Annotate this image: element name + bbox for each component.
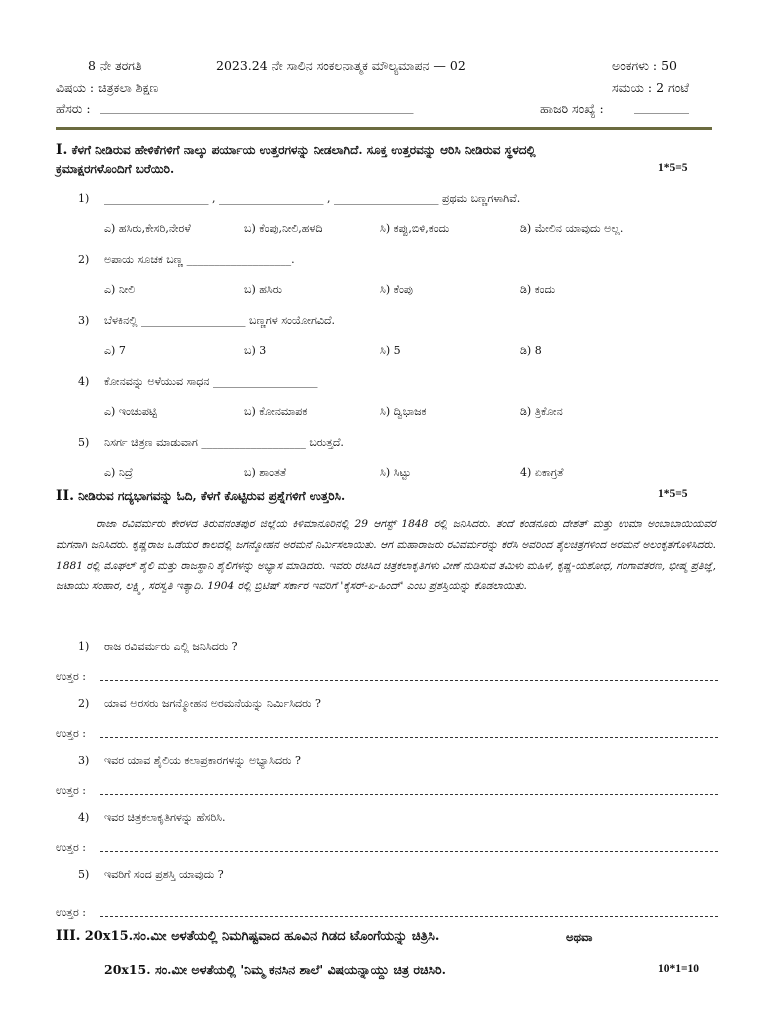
section-2-heading bbox=[56, 488, 345, 504]
mcq-3-option-a: ಎ) 7 bbox=[104, 344, 126, 357]
mcq-4-option-a: ಎ) ಇಂಚುಪಟ್ಟಿ bbox=[104, 405, 157, 418]
section-1-title-cont: ಕ್ರಮಾಕ್ಷರಗಳೊಂದಿಗೆ ಬರೆಯಿರಿ. bbox=[56, 162, 175, 176]
total-marks: ಅಂಕಗಳು : 50 bbox=[612, 58, 677, 73]
answer-line-3[interactable] bbox=[100, 786, 718, 795]
section-1-title: ಕೆಳಗೆ ನೀಡಿರುವ ಹೇಳಿಕೆಗಳಿಗೆ ನಾಲ್ಕು ಪರ್ಯಾಯ ಉತ್ತರಗಳನ್ನು ನೀಡಲಾಗಿದೆ. ಸೂಕ್ತ ಉತ್ತರವನ್ನು ಆರಿಸಿ ನೀಡಿರುವ ಸ್ಥಳದಲ್ಲಿ bbox=[71, 143, 536, 157]
mcq-4-option-b: ಬ) ಕೋನಮಾಪಕ bbox=[244, 405, 308, 418]
comprehension-q1-text: ರಾಜ ರವಿವರ್ಮರು ಎಲ್ಲಿ ಜನಿಸಿದರು ? bbox=[104, 640, 238, 653]
mcq-2-option-d: ಡಿ) ಕಂದು bbox=[520, 283, 556, 296]
name-field[interactable]: _________________________________________________________ bbox=[100, 101, 414, 114]
section-2-title: ನೀಡಿರುವ ಗದ್ಯಭಾಗವನ್ನು ಓದಿ, ಕೆಳಗೆ ಕೊಟ್ಟಿರುವ ಪ್ರಶ್ನೆಗಳಿಗೆ ಉತ್ತರಿಸಿ. bbox=[78, 489, 346, 503]
mcq-2-option-c: ಸಿ) ಕೆಂಪು bbox=[380, 283, 413, 296]
comprehension-q4-number: 4) bbox=[78, 811, 90, 824]
mcq-4-text: ಕೋನವನ್ನು ಅಳೆಯುವ ಸಾಧನ ___________________ bbox=[104, 375, 318, 388]
mcq-1-number: 1) bbox=[78, 192, 90, 205]
comprehension-q3-text: ಇವರ ಯಾವ ಶೈಲಿಯ ಕಲಾಪ್ರಕಾರಗಳನ್ನು ಅಭ್ಯಾಸಿದರು ? bbox=[104, 754, 301, 767]
section-3-option-2: 20x15. ಸಂ.ಮೀ ಅಳತೆಯಲ್ಲಿ 'ನಿಮ್ಮ ಕನಸಿನ ಶಾಲೆ' ವಿಷಯನ್ನಾಯ್ದು ಚಿತ್ರ ರಚಿಸಿರಿ. bbox=[104, 962, 446, 977]
mcq-1-option-a: ಎ) ಹಸಿರು,ಕೇಸರಿ,ನೇರಳೆ bbox=[104, 222, 191, 235]
register-number-label: ಹಾಜರಿ ಸಂಖ್ಯೆ : bbox=[540, 101, 604, 116]
register-number-field[interactable]: __________ bbox=[634, 101, 689, 114]
mcq-5-option-c: ಸಿ) ಸಿಟ್ಟು bbox=[380, 466, 411, 479]
answer-line-1[interactable] bbox=[100, 672, 718, 681]
section-3-option-1: 20x15.ಸಂ.ಮೀ ಅಳತೆಯಲ್ಲಿ ನಿಮಗಿಷ್ಟವಾದ ಹೂವಿನ ಗಿಡದ ಟೊಂಗೆಯನ್ನು ಚಿತ್ರಿಸಿ. bbox=[84, 929, 440, 944]
subject-label: ವಿಷಯ : ಚಿತ್ರಕಲಾ ಶಿಕ್ಷಣ bbox=[56, 80, 159, 95]
mcq-1-text: ___________________ , ___________________ , ___________________ ಪ್ರಥಮ ಬಣ್ಣಗಳಾಗಿವೆ. bbox=[104, 192, 521, 205]
mcq-1-option-b: ಬ) ಕೆಂಪು,ನೀಲಿ,ಹಳದಿ bbox=[244, 222, 323, 235]
section-3-marks: 10*1=10 bbox=[658, 963, 700, 975]
mcq-2-text: ಅಪಾಯ ಸೂಚಕ ಬಣ್ಣ ___________________. bbox=[104, 253, 295, 266]
answer-line-2[interactable] bbox=[100, 729, 718, 738]
section-3-numeral: III. bbox=[56, 928, 81, 944]
mcq-5-option-d: 4) ಏಕಾಗ್ರತೆ bbox=[520, 466, 564, 479]
mcq-3-number: 3) bbox=[78, 314, 90, 327]
section-1-heading bbox=[56, 142, 536, 158]
mcq-2-option-a: ಎ) ನೀಲಿ bbox=[104, 283, 136, 296]
mcq-2-number: 2) bbox=[78, 253, 90, 266]
comprehension-q4-text: ಇವರ ಚಿತ್ರಕಲಾಕೃತಿಗಳನ್ನು ಹೆಸರಿಸಿ. bbox=[104, 811, 226, 824]
mcq-5-option-a: ಎ) ನಿದ್ರೆ bbox=[104, 466, 133, 479]
mcq-5-option-b: ಬ) ಶಾಂತತೆ bbox=[244, 466, 287, 479]
comprehension-q2-number: 2) bbox=[78, 697, 90, 710]
section-1-marks: 1*5=5 bbox=[658, 162, 688, 174]
mcq-5-text: ನಿಸರ್ಗ ಚಿತ್ರಣ ಮಾಡುವಾಗ ___________________ ಬರುತ್ತದೆ. bbox=[104, 436, 344, 449]
comprehension-q5-number: 5) bbox=[78, 868, 90, 881]
section-1-numeral: I. bbox=[56, 142, 68, 158]
or-label: ಅಥವಾ bbox=[566, 930, 593, 944]
section-2-numeral: II. bbox=[56, 488, 74, 504]
name-label: ಹೆಸರು : bbox=[56, 101, 91, 116]
mcq-2-option-b: ಬ) ಹಸಿರು bbox=[244, 283, 283, 296]
section-3-heading bbox=[56, 928, 439, 944]
mcq-3-text: ಬೆಳಕಿನಲ್ಲಿ ___________________ ಬಣ್ಣಗಳ ಸಂಯೋಗವಿದೆ. bbox=[104, 314, 336, 327]
answer-label-2: ಉತ್ತರ : bbox=[56, 727, 86, 740]
answer-label-1: ಉತ್ತರ : bbox=[56, 670, 86, 683]
header-divider bbox=[56, 127, 712, 130]
class-label: 8 ನೇ ತರಗತಿ bbox=[88, 58, 142, 73]
mcq-4-option-c: ಸಿ) ದ್ವಿಭಾಜಕ bbox=[380, 405, 427, 418]
reading-passage: ರಾಜಾ ರವಿವರ್ಮರು ಕೇರಳದ ತಿರುವನಂತಪುರ ಜಿಲ್ಲೆಯ ಕಿಳಿಮಾನೂರಿನಲ್ಲಿ 29 ಆಗಸ್ಟ್ 1848 ರಲ್ಲಿ ಜನಿಸಿದರು. ತಂದೆ ಕಂಡನೂರು ದೇಶತ್ ಮತ್ತು ಉಮಾ ಅಂಬಾಬಾಯಿಯವರ ಮಗನಾಗಿ ಜನಿಸಿದರು. ಕೃಷ್ಣರಾಜ ಒಡೆಯರ ಕಾಲದಲ್ಲಿ ಜಗನ್ಮೋಹನ ಅರಮನೆ ನಿರ್ಮಿಸಲಾಯಿತು. ಆಗ ಮಹಾರಾಜರು ರವಿವರ್ಮರನ್ನು ಕರೆಸಿ ಅವರಿಂದ ತೈಲಚಿತ್ರಗಳಿಂದ ಅರಮನೆ ಅಲಂಕೃತಗೊಳಿಸಿದರು. 1881 ರಲ್ಲಿ ಮೊಘಲ್ ಶೈಲಿ ಮತ್ತು ರಾಜಸ್ಥಾನಿ ಶೈಲಿಗಳನ್ನು ಅಭ್ಯಾಸ ಮಾಡಿದರು. ಇವರು ರಚಿಸಿದ ಚಿತ್ರಕಲಾಕೃತಿಗಳು ವೀಣೆ ನುಡಿಸುವ ತಮಿಳು ಮಹಿಳೆ, ಕೃಷ್ಣ-ಯಶೋಧ, ಗಂಗಾವತರಣ, ಭೀಷ್ಮ ಪ್ರತಿಜ್ಞೆ, ಜಟಾಯು ಸಂಹಾರ, ಲಕ್ಷ್ಮಿ, ಸರಸ್ವತಿ ಇತ್ಯಾದಿ. 1904 ರಲ್ಲಿ ಬ್ರಿಟಿಷ್ ಸರ್ಕಾರ ಇವರಿಗೆ 'ಕೈಸರ್-ಏ-ಹಿಂದ್' ಎಂಬ ಪ್ರಶಸ್ತಿಯನ್ನು ಕೊಡಲಾಯಿತು. bbox=[56, 518, 716, 593]
answer-label-4: ಉತ್ತರ : bbox=[56, 841, 86, 854]
mcq-4-option-d: ಡಿ) ತ್ರಿಕೋನ bbox=[520, 405, 563, 418]
mcq-5-number: 5) bbox=[78, 436, 90, 449]
comprehension-q3-number: 3) bbox=[78, 754, 90, 767]
mcq-3-option-b: ಬ) 3 bbox=[244, 344, 267, 357]
answer-line-4[interactable] bbox=[100, 843, 718, 852]
mcq-1-option-c: ಸಿ) ಕಪ್ಪು,ಬಿಳಿ,ಕಂದು bbox=[380, 222, 450, 235]
section-2-marks: 1*5=5 bbox=[658, 488, 688, 500]
answer-line-5[interactable] bbox=[100, 908, 718, 917]
answer-label-3: ಉತ್ತರ : bbox=[56, 784, 86, 797]
mcq-3-option-c: ಸಿ) 5 bbox=[380, 344, 401, 357]
mcq-3-option-d: ಡಿ) 8 bbox=[520, 344, 542, 357]
answer-label-5: ಉತ್ತರ : bbox=[56, 906, 86, 919]
comprehension-q2-text: ಯಾವ ಅರಸರು ಜಗನ್ಮೋಹನ ಅರಮನೆಯನ್ನು ನಿರ್ಮಿಸಿದರು ? bbox=[104, 697, 321, 710]
mcq-4-number: 4) bbox=[78, 375, 90, 388]
time-label: ಸಮಯ : 2 ಗಂಟೆ bbox=[612, 80, 689, 95]
exam-title: 2023.24 ನೇ ಸಾಲಿನ ಸಂಕಲನಾತ್ಮಕ ಮೌಲ್ಯಮಾಪನ — 02 bbox=[216, 58, 466, 73]
mcq-1-option-d: ಡಿ) ಮೇಲಿನ ಯಾವುದು ಅಲ್ಲ. bbox=[520, 222, 624, 235]
comprehension-q1-number: 1) bbox=[78, 640, 90, 653]
comprehension-q5-text: ಇವರಿಗೆ ಸಂದ ಪ್ರಶಸ್ತಿ ಯಾವುದು ? bbox=[104, 868, 224, 881]
